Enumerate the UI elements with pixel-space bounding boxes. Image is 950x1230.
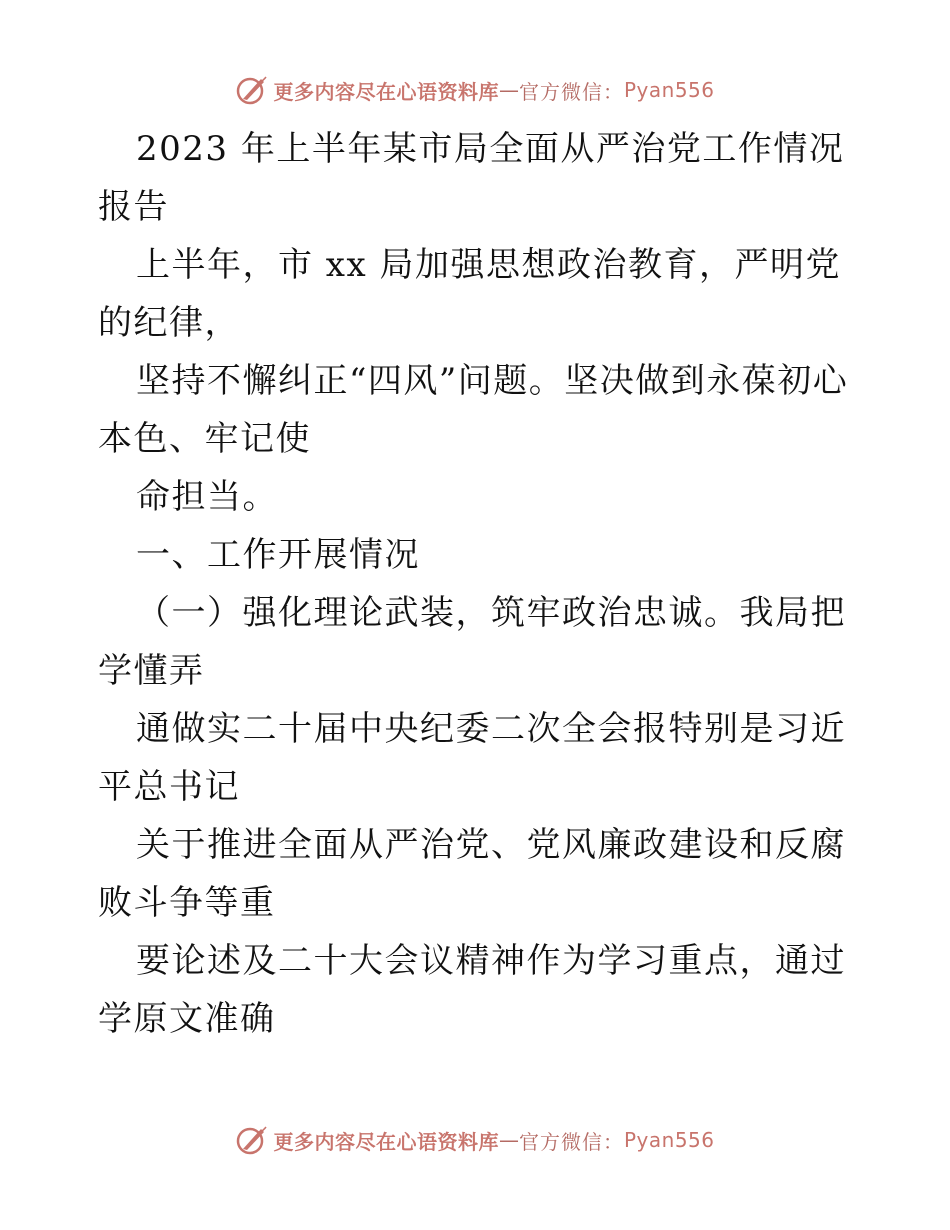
paragraph: 坚持不懈纠正“四风”问题。坚决做到永葆初心本色、牢记使 [98, 361, 849, 459]
watermark-dash: — [498, 78, 519, 102]
watermark-label: 官方微信： [518, 79, 624, 104]
watermark-label: 官方微信： [518, 1129, 624, 1154]
watermark-header [0, 70, 950, 110]
paragraph: （一）强化理论武装，筑牢政治忠诚。我局把学懂弄 [98, 593, 846, 691]
document-title: 2023 年上半年某市局全面从严治党工作情况报告 [98, 129, 845, 227]
watermark-text: 更多内容尽在心语资料库 [273, 79, 499, 104]
quill-pen-logo-icon [235, 73, 269, 107]
paragraph: 通做实二十届中央纪委二次全会报特别是习近平总书记 [98, 709, 846, 807]
paragraph: 命担当。 [136, 477, 278, 517]
document-body [98, 120, 858, 1048]
watermark-handle: Pyan556 [623, 1128, 715, 1152]
watermark-footer [0, 1120, 950, 1160]
watermark-handle: Pyan556 [623, 78, 715, 102]
quill-pen-logo-icon [235, 1123, 269, 1157]
section-heading: 一、工作开展情况 [136, 535, 420, 575]
paragraph: 上半年，市 xx 局加强思想政治教育，严明党的纪律， [98, 245, 841, 343]
paragraph: 关于推进全面从严治党、党风廉政建设和反腐败斗争等重 [98, 825, 846, 923]
watermark-dash: — [498, 1128, 519, 1152]
paragraph: 要论述及二十大会议精神作为学习重点，通过学原文准确 [98, 941, 846, 1039]
watermark-text: 更多内容尽在心语资料库 [273, 1129, 499, 1154]
